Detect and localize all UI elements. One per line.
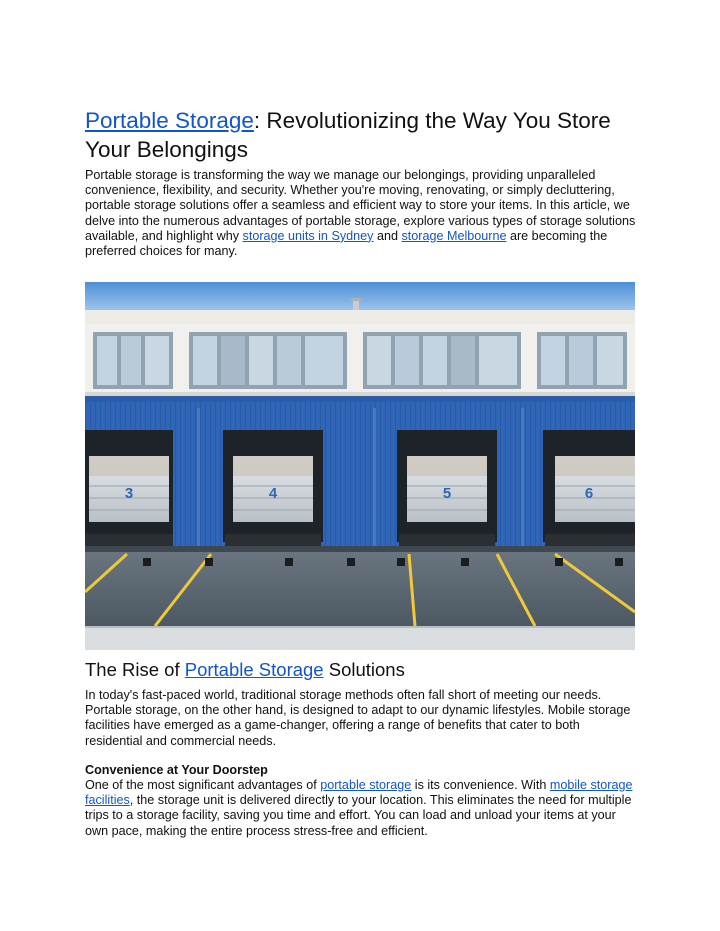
warehouse-illustration [85, 282, 635, 650]
rise-paragraph: In today's fast-paced world, traditional storage methods often fall short of meeting our needs. Portable storage, on the other hand, is designed to adapt to our dynamic lifestyles. Mobile storage facilities have emerged as a game-changer, offering a range of benefits that cater to both residential and commercial needs. [85, 688, 631, 748]
foreground-pavement [85, 626, 635, 650]
link-storage-units-sydney[interactable]: storage units in Sydney [242, 228, 374, 243]
title-link-portable-storage[interactable]: Portable Storage [85, 108, 254, 133]
link-portable-storage-heading[interactable]: Portable Storage [184, 659, 324, 680]
rise-post: Solutions [323, 659, 405, 680]
conv-text-2: is its convenience. With [411, 778, 550, 792]
subheading-convenience: Convenience at Your Doorstep [85, 763, 268, 777]
dock-number-6: 6 [584, 485, 594, 502]
intro-paragraph [85, 168, 637, 259]
link-portable-storage[interactable]: portable storage [320, 778, 412, 792]
conv-text-1: One of the most significant advantages of [85, 778, 321, 792]
intro-text-1: Portable storage is transforming the way we manage our belongings, providing unparalleled convenience, flexibility, and security. Whether you're moving, renovating, or simply decluttering, portable storage solutions offer a seamless and efficient way to store your items. In this article, we delve into the numerous advantages of portable storage, explore various types of storage solutions available, and highlight why [85, 168, 636, 243]
section-heading-rise [85, 657, 405, 683]
intro-text-3: are becoming the preferred choices for many. [85, 228, 608, 259]
dock-number-3: 3 [124, 485, 134, 502]
dock-number-4: 4 [268, 485, 278, 502]
cream-band [85, 310, 635, 324]
intro-text-2: and [373, 228, 402, 243]
convenience-paragraph [85, 778, 637, 839]
parking-lot [85, 546, 635, 626]
link-storage-melbourne[interactable]: storage Melbourne [401, 228, 507, 243]
link-mobile-storage-facilities[interactable]: mobile storage facilities [85, 778, 633, 808]
dock-number-5: 5 [442, 485, 452, 502]
warehouse-photo [85, 282, 635, 650]
page-title [85, 106, 645, 164]
title-text: : Revolutionizing the Way You Store Your Belongings [85, 108, 611, 162]
conv-text-3: , the storage unit is delivered directly to your location. This eliminates the need for multiple trips to a storage facility, saving you time and effort. You can load and unload your items at your own pace, making the entire process stress-free and efficient. [85, 793, 632, 838]
top-fascia [85, 282, 635, 310]
rise-pre: The Rise of [85, 659, 185, 680]
roof-light [353, 300, 359, 310]
